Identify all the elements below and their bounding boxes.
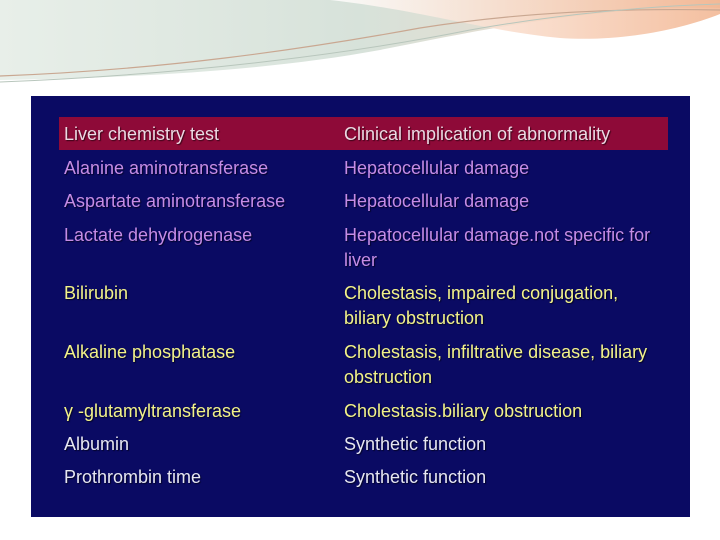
row-implication: Hepatocellular damage.not specific for liver [344, 225, 651, 270]
row-test: Aspartate aminotransferase [64, 191, 286, 211]
decorative-swoosh [0, 0, 720, 90]
header-implication: Clinical implication of abnormality [344, 124, 611, 144]
row-test: Alanine aminotransferase [64, 158, 269, 178]
row-test: Lactate dehydrogenase [64, 225, 253, 245]
row-implication: Hepatocellular damage [344, 158, 530, 178]
row-implication: Cholestasis, infiltrative disease, biliary obstruction [344, 342, 648, 387]
row-implication: Cholestasis, impaired conjugation, biliary obstruction [344, 283, 619, 328]
row-implication: Hepatocellular damage [344, 191, 530, 211]
row-test: Albumin [64, 434, 130, 454]
row-test: γ -glutamyltransferase [64, 401, 242, 421]
row-test: Prothrombin time [64, 467, 202, 487]
content-panel [31, 96, 690, 517]
row-implication: Synthetic function [344, 434, 487, 454]
header-test: Liver chemistry test [64, 124, 220, 144]
row-test: Alkaline phosphatase [64, 342, 236, 362]
row-implication: Synthetic function [344, 467, 487, 487]
row-implication: Cholestasis.biliary obstruction [344, 401, 583, 421]
row-test: Bilirubin [64, 283, 129, 303]
